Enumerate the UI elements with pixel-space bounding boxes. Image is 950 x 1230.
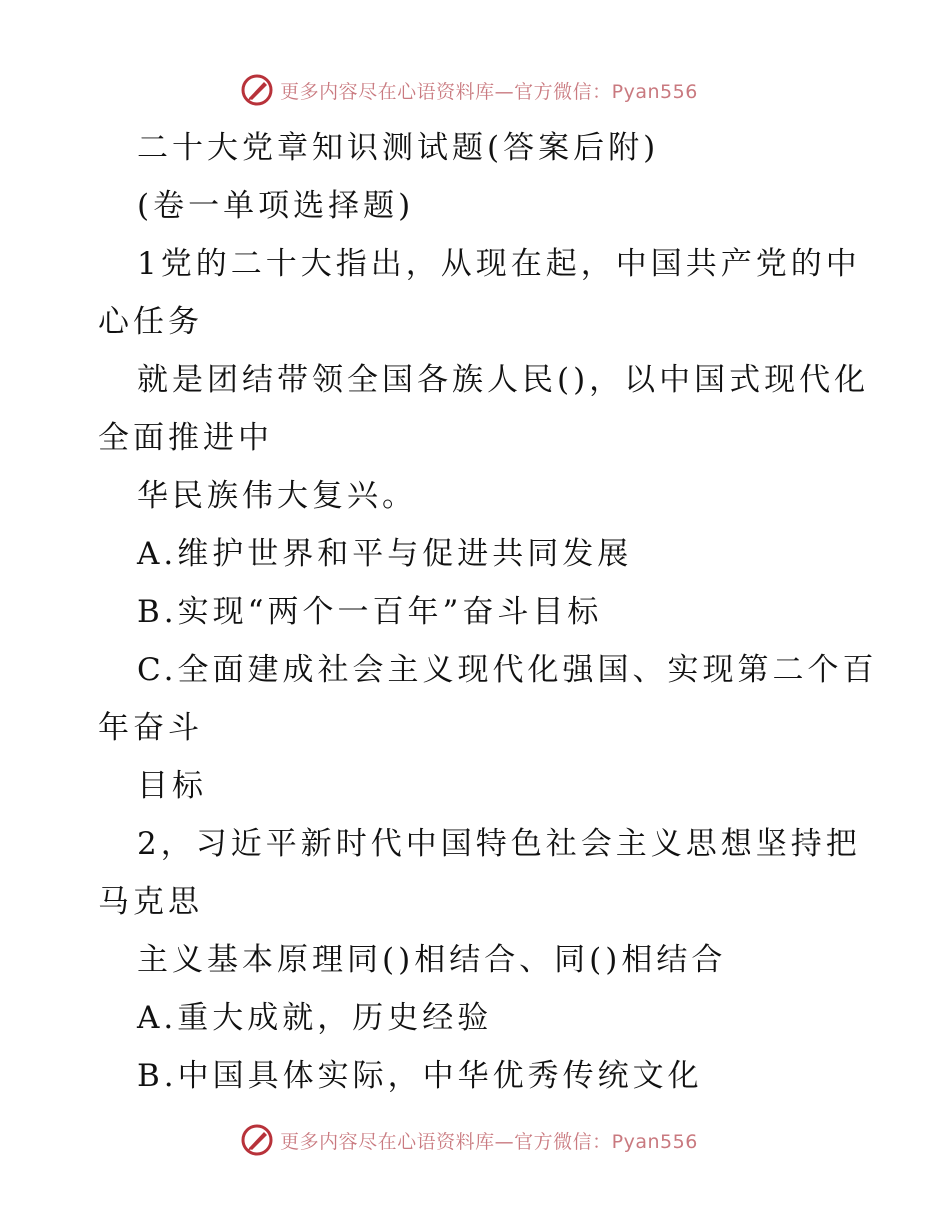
question-2-option-a: A.重大成就，历史经验 xyxy=(137,1000,493,1036)
section-heading: (卷一单项选择题) xyxy=(137,188,415,224)
question-1-text: 1党的二十大指出，从现在起，中国共产党的中 xyxy=(137,246,861,282)
question-2-text: 2，习近平新时代中国特色社会主义思想坚持把 xyxy=(137,826,861,862)
question-2-option-b: B.中国具体实际，中华优秀传统文化 xyxy=(137,1058,703,1094)
quill-logo-icon xyxy=(240,73,274,107)
question-1-text: 就是团结带领全国各族人民()，以中国式现代化 xyxy=(137,362,870,398)
question-2-text: 主义基本原理同()相结合、同()相结合 xyxy=(137,942,727,978)
question-1-text: 全面推进中 xyxy=(98,420,273,456)
question-1-option-b: B.实现“两个一百年”奋斗目标 xyxy=(137,594,603,630)
question-2-text: 马克思 xyxy=(98,884,203,920)
question-1-option-a: A.维护世界和平与促进共同发展 xyxy=(137,536,633,572)
quill-logo-icon xyxy=(240,1123,274,1157)
question-1-text: 心任务 xyxy=(98,304,203,340)
watermark-text: 更多内容尽在心语资料库—官方微信：Pyan556 xyxy=(280,80,698,103)
footer-watermark xyxy=(0,1120,950,1160)
question-1-text: 华民族伟大复兴。 xyxy=(137,478,417,514)
watermark-text: 更多内容尽在心语资料库—官方微信：Pyan556 xyxy=(280,1130,698,1153)
question-1-option-c: 年奋斗 xyxy=(98,710,203,746)
question-1-option-c: 目标 xyxy=(137,768,207,804)
question-1-option-c: C.全面建成社会主义现代化强国、实现第二个百 xyxy=(137,652,878,688)
document-title: 二十大党章知识测试题(答案后附) xyxy=(137,130,660,166)
header-watermark xyxy=(0,70,950,110)
